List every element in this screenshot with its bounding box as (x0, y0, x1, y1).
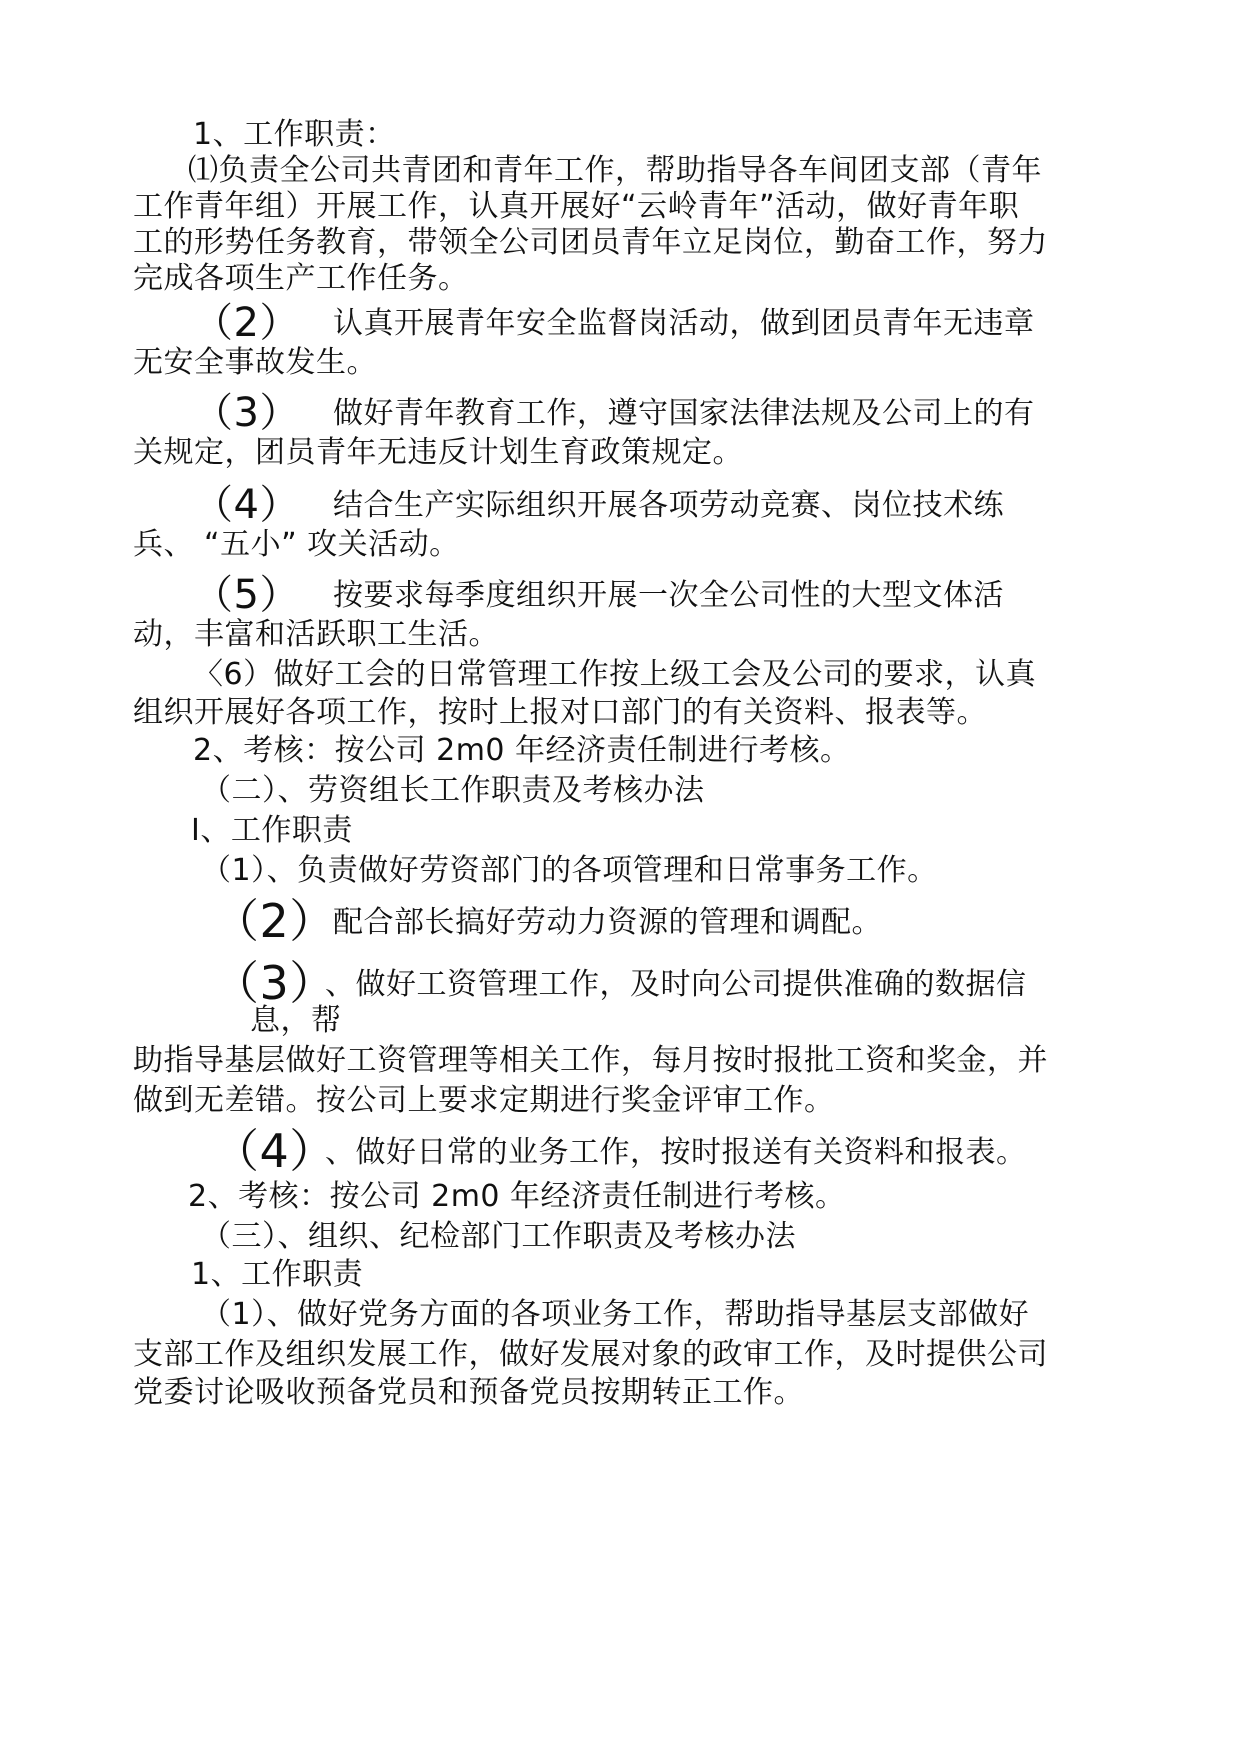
text-line: 工作青年组）开展工作，认真开展好“云岭青年”活动，做好青年职 (133, 189, 1020, 224)
item-number: （3） (193, 390, 300, 436)
text-line: 做到无差错。按公司上要求定期进行奖金评审工作。 (133, 1083, 835, 1118)
item-number: （2） (213, 894, 336, 948)
item-text: 、做好日常的业务工作，按时报送有关资料和报表。 (325, 1135, 1027, 1170)
text-line: I、工作职责 (191, 813, 353, 848)
text-line: 工的形势任务教育，带领全公司团员青年立足岗位，勤奋工作，努力 (133, 225, 1048, 260)
numbered-line (193, 482, 1004, 528)
numbered-line (193, 390, 1035, 436)
item-text: 按要求每季度组织开展一次全公司性的大型文体活 (333, 578, 1004, 613)
text-line: 2、考核：按公司 2m0 年经济责任制进行考核。 (193, 733, 851, 768)
item-text: 结合生产实际组织开展各项劳动竞赛、岗位技术练 (333, 488, 1004, 523)
item-number: （4） (193, 482, 300, 528)
item-text: 配合部长搞好劳动力资源的管理和调配。 (333, 905, 882, 940)
text-line: 关规定，团员青年无违反计划生育政策规定。 (133, 435, 743, 470)
text-line: ⑴负责全公司共青团和青年工作，帮助指导各车间团支部（青年 (188, 153, 1042, 188)
text-line: 1、工作职责 (191, 1257, 364, 1292)
text-line: 支部工作及组织发展工作，做好发展对象的政审工作，及时提供公司 (133, 1337, 1048, 1372)
item-number: （5） (193, 572, 300, 618)
numbered-line (213, 1124, 1027, 1178)
item-text: 认真开展青年安全监督岗活动，做到团员青年无违章 (333, 306, 1035, 341)
item-number: （3） (213, 956, 336, 1010)
numbered-line (193, 300, 1035, 346)
text-line: 兵、 “五小” 攻关活动。 (133, 527, 460, 562)
text-line: 完成各项生产工作任务。 (133, 261, 469, 296)
section-heading: （三）、组织、纪检部门工作职责及考核办法 (201, 1219, 796, 1254)
text-line: 息，帮 (250, 1003, 342, 1038)
text-line: 助指导基层做好工资管理等相关工作，每月按时报批工资和奖金，并 (133, 1043, 1048, 1078)
text-line: 2、考核：按公司 2m0 年经济责任制进行考核。 (188, 1179, 846, 1214)
section-heading: （二）、劳资组长工作职责及考核办法 (201, 773, 705, 808)
text-line: 组织开展好各项工作，按时上报对口部门的有关资料、报表等。 (133, 695, 987, 730)
numbered-line (213, 894, 882, 948)
numbered-line (193, 572, 1004, 618)
text-line: 党委讨论吸收预备党员和预备党员按期转正工作。 (133, 1375, 804, 1410)
item-text: 、做好工资管理工作，及时向公司提供准确的数据信 (325, 967, 1027, 1002)
item-number: （4） (213, 1124, 336, 1178)
text-line: 〈6）做好工会的日常管理工作按上级工会及公司的要求，认真 (193, 657, 1037, 692)
text-line: （1）、做好党务方面的各项业务工作，帮助指导基层支部做好 (201, 1297, 1030, 1332)
item-number: （2） (193, 300, 300, 346)
text-line: 动，丰富和活跃职工生活。 (133, 617, 499, 652)
text-line: （1）、负责做好劳资部门的各项管理和日常事务工作。 (201, 853, 938, 888)
text-line: 1、工作职责： (193, 117, 396, 152)
numbered-line (213, 956, 1027, 1010)
item-text: 做好青年教育工作，遵守国家法律法规及公司上的有 (333, 396, 1035, 431)
text-line: 无安全事故发生。 (133, 345, 377, 380)
